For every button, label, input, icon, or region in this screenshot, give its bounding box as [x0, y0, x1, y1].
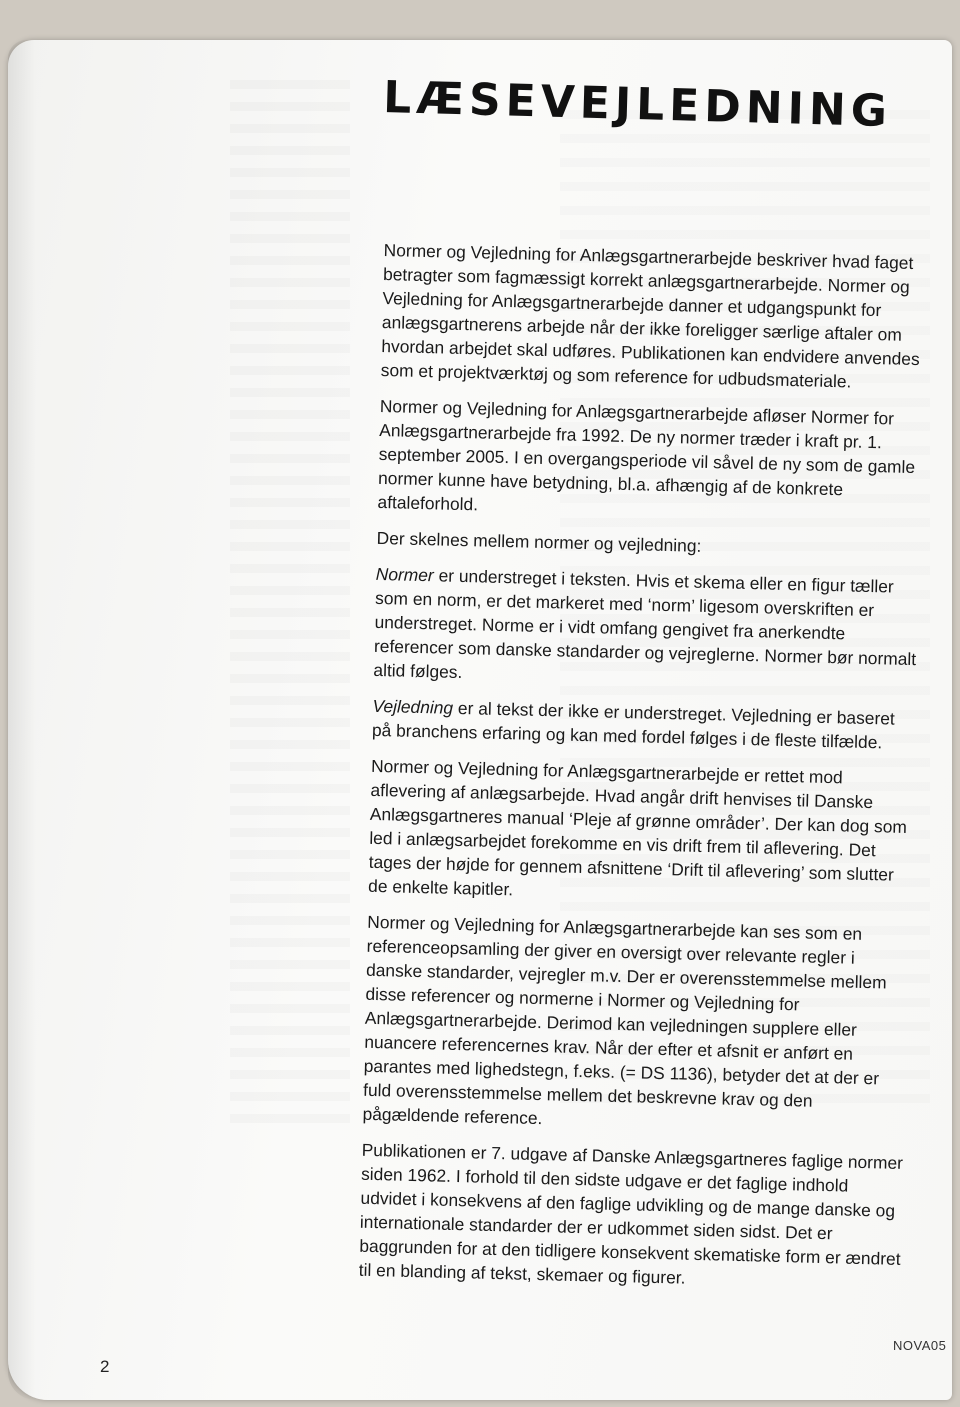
vejledning-text: er al tekst der ikke er understreget. Vejledning er baseret på branchens erfaring og kan med fordel følges i de fleste tilfælde. [371, 697, 896, 753]
page-title: LÆSEVEJLEDNING [382, 72, 893, 138]
paragraph-aflevering: Normer og Vejledning for Anlægsgartnerarbejde er rettet mod aflevering af anlægsarbejde. Hvad angår drift henvises til Danske Anlægsgartneres manual ‘Pleje af grønne områder’. Der kan dog som led i anlægsarbejdet forekomme en vis drift frem til aflevering. Det tages der højde for gennem afsnittene ‘Drift til aflevering’ som slutter de enkelte kapitler. [367, 755, 908, 900]
normer-text: er understreget i teksten. Hvis et skema eller en figur tæller som en norm, er det markeret med ‘norm’ ligesom overskriften er understreget. Norme er i vidt omfang gengivet fra anerkendte referencer som danske standarder og vejreglerne. Normer bør normalt altid følges. [373, 565, 917, 683]
paragraph-distinction: Der skelnes mellem normer og vejledning: [376, 527, 702, 556]
show-through-left [230, 80, 350, 1130]
body-text [358, 238, 929, 1307]
paragraph-references: Normer og Vejledning for Anlægsgartnerarbejde kan ses som en referenceopsamling der giver en oversigt over relevante regler i danske standarder, vejregler m.v. Der er overensstemmelse mellem disse referencer og normerne i Normer og Vejledning for Anlægsgartnerarbejde. Derimod kan vejledningen supplere eller nuancere referencernes krav. Når der efter et afsnit er anført en parantes med lighedstegn, f.eks. (= DS 1136), betyder det at der er fuld overensstemmelse mellem det beskrevne krav og den pågældende reference. [362, 911, 887, 1129]
paragraph-edition: Publikationen er 7. udgave af Danske Anlægsgartneres faglige normer siden 1962. I forhold til den sidste udgave er det faglige indhold udvidet i konsekvens af den faglige udvikling og de mange danske og internationale standarder der er udkommet siden sidst. Det er baggrunden for at den tidligere konsekvent skematiske form er ændret til en blanding af tekst, skemaer og figurer. [358, 1139, 904, 1288]
paragraph-intro: Normer og Vejledning for Anlægsgartnerarbejde beskriver hvad faget betragter som fagmæssigt korrekt anlægsgartnerarbejde. Normer og Vejledning for Anlægsgartnerarbejde danner et udgangspunkt for anlægsgartnerens arbejde når der ikke foreligger særlige aftaler om hvordan arbejdet skal udføres. Publikationen kan endvidere anvendes som et projektværktøj og som reference for udbudsmateriale. [380, 239, 920, 392]
paragraph-normer [373, 562, 921, 695]
page-number: 2 [100, 1357, 110, 1376]
page-fold-shadow [8, 40, 36, 1400]
paragraph-replacement: Normer og Vejledning for Anlægsgartnerarbejde afløser Normer for Anlægsgartnerarbejde fra 1992. De ny normer træder i kraft pr. 1. september 2005. I en overgangsperiode vil såvel de ny som de gamle normer kunne have betydning, bl.a. afhængig af de konkrete aftaleforhold. [377, 395, 916, 515]
normer-term: Normer [375, 563, 435, 586]
brand-mark: NOVA05 [893, 1338, 947, 1353]
vejledning-term: Vejledning [372, 695, 454, 718]
paragraph-vejledning [372, 694, 918, 755]
